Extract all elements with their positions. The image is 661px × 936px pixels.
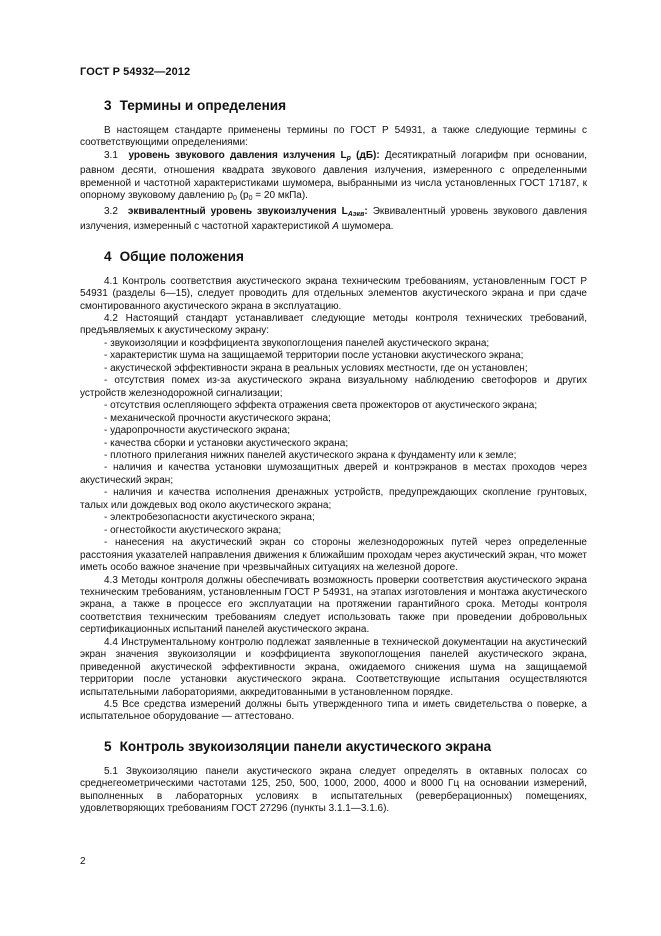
list-item: - ударопрочности акустического экрана; xyxy=(104,425,291,437)
list-item: - электробезопасности акустического экрана; xyxy=(104,512,315,524)
list-item: - нанесения на акустический экран со стороны железнодорожных путей через определенные расстояния указателей направления движения к ближайшим проходам через акустический экран, что может иметь особо важное значение при чрезвычайных ситуациях на железной дороге. xyxy=(80,537,587,574)
section-title: Термины и определения xyxy=(119,98,287,113)
section-3-intro: В настоящем стандарте применены термины по ГОСТ Р 54931, а также следующие термины с соответствующими определениями: xyxy=(80,125,587,149)
document-header: ГОСТ Р 54932—2012 xyxy=(80,66,191,78)
list-item: - механической прочности акустического экрана; xyxy=(104,412,331,424)
page-number: 2 xyxy=(80,856,86,867)
list-item: - качества сборки и установки акустического экрана; xyxy=(104,437,349,449)
list-item: - плотного прилегания нижних панелей акустического экрана к фундаменту или к земле; xyxy=(104,449,517,461)
section-number: 5 xyxy=(104,738,112,754)
section-5-heading xyxy=(80,739,587,755)
paragraph-4-1: 4.1 Контроль соответствия акустического экрана техническим требованиям, установленным ГОСТ Р 54931 (разделы 6—15), следует проводить для отдельных элементов акустического экрана и при сдаче смонтированного акустического экрана в эксплуатацию. xyxy=(80,275,587,312)
list-item: - акустической эффективности экрана в реальных условиях местности, где он установлен; xyxy=(104,362,528,374)
list-item: - огнестойкости акустического экрана; xyxy=(104,524,282,536)
list-item: - наличия и качества исполнения дренажных устройств, предупреждающих скопление грунтовых, талых или дождевых вод около акустического экрана; xyxy=(80,487,587,511)
paragraph-5-1: 5.1 Звукоизоляцию панели акустического экрана следует определять в октавных полосах со среднегеометрическими частотами 125, 250, 500, 1000, 2000, 4000 и 8000 Гц на основании измерений, выполненных в лабораторных условиях в испытательных (реверберационных) помещениях, удовлетворяющих требованиям ГОСТ 27296 (пункты 3.1.1—3.1.6). xyxy=(80,765,587,815)
definition-3-2: 3.2 эквивалентный уровень звукоизлучения $L_{Аэкв}$: Эквивалентный уровень звукового давления излучения, измеренный с частотной характеристикой А шумомера. xyxy=(80,205,587,233)
section-title: Общие положения xyxy=(119,248,244,264)
definition-3-1: 3.1 уровень звукового давления излучения $L_p$ (дБ): Десятикратный логарифм при основании, равном десяти, отношения квадрата звукового давления излучения, измеренного с определенными временной и частотной характеристиками шумомера, выбранными из числа установленных ГОСТ 17187, к опорному звуковому давлению $p_0$ ($p_0 = 20$ мкПа). xyxy=(80,149,587,203)
section-number: 4 xyxy=(104,248,112,264)
section-number: 3 xyxy=(104,98,112,113)
section-3-heading xyxy=(80,98,587,114)
section-4-heading xyxy=(80,249,587,265)
list-item: - характеристик шума на защищаемой территории после установки акустического экрана; xyxy=(104,350,524,362)
list-item: - звукоизоляции и коэффициента звукопоглощения панелей акустического экрана; xyxy=(104,337,490,349)
methods-list xyxy=(80,338,587,575)
paragraph-4-4: 4.4 Инструментальному контролю подлежат заявленные в технической документации на акустический экран значения звукоизоляции и коэффициента звукопоглощения панелей акустического экрана, приведенной акустической эффективности экрана, ожидаемого снижения шума на защищаемой территории после установки акустического экрана. Соответствующие испытания осуществляются испытательными лабораториями, аккредитованными в установленном порядке. xyxy=(80,636,587,698)
paragraph-4-5: 4.5 Все средства измерений должны быть утвержденного типа и иметь свидетельства о поверке, а испытательное оборудование — аттестовано. xyxy=(80,699,587,723)
list-item: - наличия и качества установки шумозащитных дверей и контрэкранов в местах проходов через акустический экран; xyxy=(80,462,587,486)
section-title: Контроль звукоизоляции панели акустического экрана xyxy=(119,738,492,754)
document-body xyxy=(80,96,587,816)
paragraph-4-3: 4.3 Методы контроля должны обеспечивать возможность проверки соответствия акустического экрана техническим требованиям, установленным ГОСТ Р 54931, на этапах изготовления и монтажа акустического экрана, а также в процессе его эксплуатации на протяжении гарантийного срока. Методы контроля соответствия техническим требованиям следует использовать также при проведении добровольных сертификационных испытаний панелей акустического экрана. xyxy=(80,574,587,636)
list-item: - отсутствия ослепляющего эффекта отражения света прожекторов от акустического экрана; xyxy=(104,400,538,412)
list-item: - отсутствия помех из-за акустического экрана визуальному наблюдению светофоров и других устройств железнодорожной сигнализации; xyxy=(80,375,587,399)
paragraph-4-2: 4.2 Настоящий стандарт устанавливает следующие методы контроля технических требований, предъявляемых к акустическому экрану: xyxy=(80,312,587,337)
